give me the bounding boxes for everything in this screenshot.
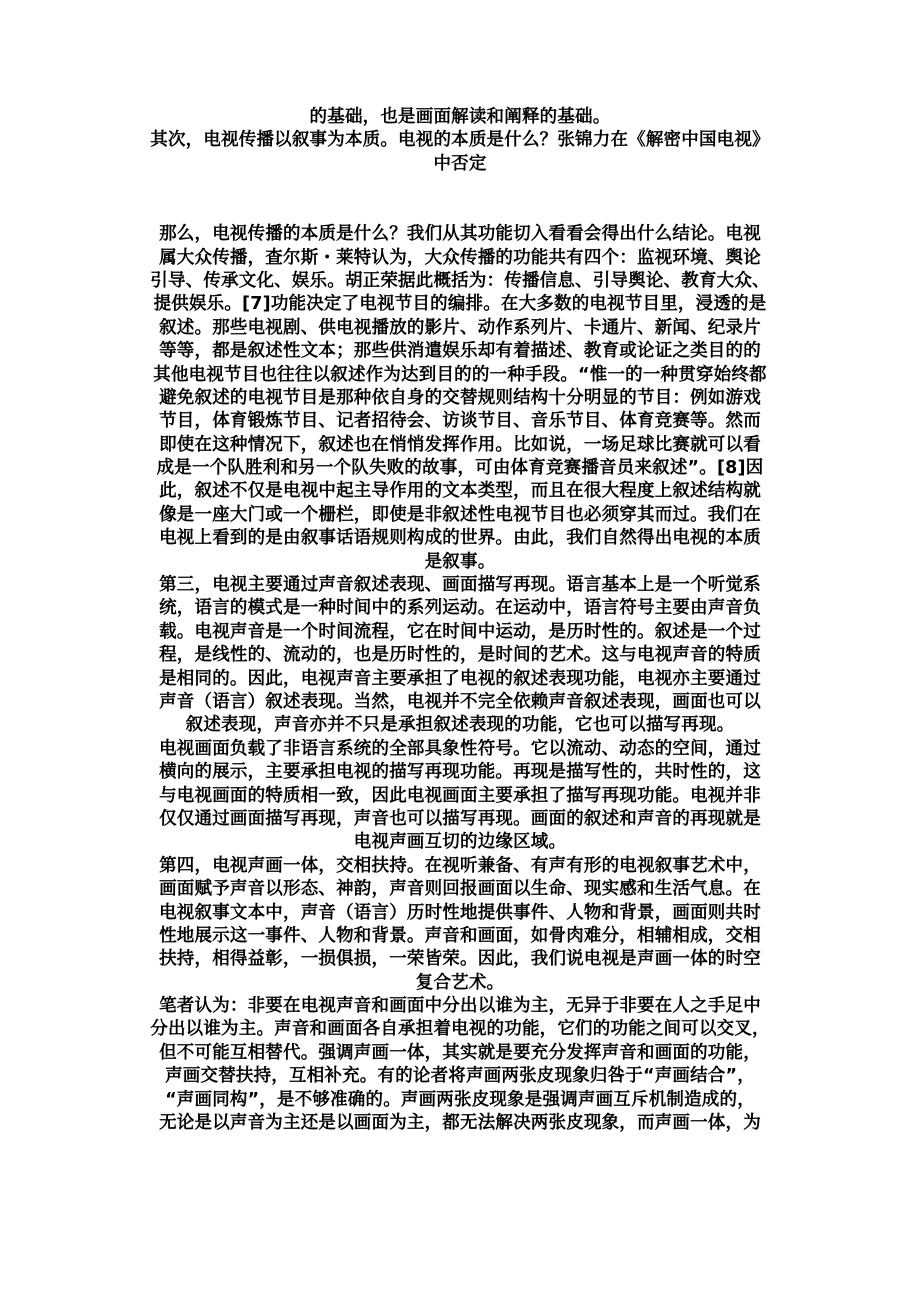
paragraph-tv-image [138, 738, 782, 855]
text-line: 画面赋予声音以形态、神韵，声音则回报画面以生命、现实感和生活气息。在 [159, 879, 761, 900]
text-line: 节目，体育锻炼节目、记者招待会、访谈节目、音乐节目、体育竞赛等。然而 [159, 411, 761, 432]
text-line: “声画同构”，是不够准确的。声画两张皮现象是强调声画互斥机制造成的， [165, 1089, 755, 1110]
text-line: 第四，电视声画一体，交相扶持。在视听兼备、有声有形的电视叙事艺术中， [159, 855, 761, 876]
paragraph-fourth-point [138, 855, 782, 995]
text-line: 那么，电视传播的本质是什么？我们从其功能切入看看会得出什么结论。电视 [159, 224, 761, 245]
text-line: 仅仅通过画面描写再现，声音也可以描写再现。画面的叙述和声音的再现就是 [159, 808, 761, 829]
text-line: 避免叙述的电视节目是那种依自身的交替规则结构十分明显的节目：例如游戏 [159, 387, 761, 408]
text-line: 像是一座大门或一个栅栏，即使是非叙述性电视节目也必须穿其而过。我们在 [159, 504, 761, 525]
text-line: 统，语言的模式是一种时间中的系列运动。在运动中，语言符号主要由声音负 [159, 598, 761, 619]
text-line: 叙述。那些电视剧、供电视播放的影片、动作系列片、卡通片、新闻、纪录片 [159, 317, 761, 338]
text-line: 电视声画互切的边缘区域。 [353, 832, 567, 853]
text-line: 等等，都是叙述性文本；那些供消遣娱乐却有着描述、教育或论证之类目的的 [159, 341, 761, 362]
text-line: 叙述表现，声音亦并不只是承担叙述表现的功能，它也可以描写再现。 [185, 715, 735, 736]
text-line: 载。电视声音是一个时间流程，它在时间中运动，是历时性的。叙述是一个过 [159, 621, 761, 642]
text-line: 此，叙述不仅是电视中起主导作用的文本类型，而且在很大程度上叙述结构就 [159, 481, 761, 502]
text-line: 复合艺术。 [415, 972, 505, 993]
text-line: 与电视画面的特质相一致，因此电视画面主要承担了描写再现功能。电视并非 [159, 785, 761, 806]
text-line: 电视上看到的是由叙事话语规则构成的世界。由此，我们自然得出电视的本质 [159, 528, 761, 549]
paragraph-nature-of-tv [138, 223, 782, 574]
text-line: 提供娱乐。[7]功能决定了电视节目的编排。在大多数的电视节目里，浸透的是 [153, 294, 767, 315]
text-line: 引导、传承文化、娱乐。胡正荣据此概括为：传播信息、引导舆论、教育大众、 [150, 270, 770, 291]
document-page [138, 106, 782, 1135]
intro-block [138, 106, 782, 176]
blank-gap [138, 176, 782, 223]
text-line: 横向的展示，主要承担电视的描写再现功能。再现是描写性的，共时性的，这 [159, 762, 761, 783]
text-line: 声画交替扶持，互相补充。有的论者将声画两张皮现象归咎于“声画结合”， [165, 1066, 755, 1087]
text-line: 属大众传播，查尔斯・莱特认为，大众传播的功能共有四个：监视环境、舆论 [159, 247, 761, 268]
text-line: 中否定 [433, 153, 487, 174]
paragraph-third-point [138, 574, 782, 738]
text-line: 是相同的。因此，电视声音主要承担了电视的叙述表现功能，电视亦主要通过 [159, 668, 761, 689]
text-line: 是叙事。 [424, 551, 496, 572]
text-line: 的基础，也是画面解读和阐释的基础。 [309, 107, 611, 127]
text-line: 电视画面负载了非语言系统的全部具象性符号。它以流动、动态的空间，通过 [159, 738, 761, 759]
text-line: 性地展示这一事件、人物和背景。声音和画面，如骨肉难分，相辅相成，交相 [159, 925, 761, 946]
text-line: 程，是线性的、流动的，也是历时性的，是时间的艺术。这与电视声音的特质 [159, 645, 761, 666]
text-line: 电视叙事文本中，声音（语言）历时性地提供事件、人物和背景，画面则共时 [159, 902, 761, 923]
text-line: 扶持，相得益彰，一损俱损，一荣皆荣。因此，我们说电视是声画一体的时空 [159, 949, 761, 970]
text-line: 成是一个队胜利和另一个队失败的故事，可由体育竞赛播音员来叙述”。[8]因 [156, 458, 764, 479]
text-line: 即使在这种情况下，叙述也在悄悄发挥作用。比如说，一场足球比赛就可以看 [159, 434, 761, 455]
text-line: 第三，电视主要通过声音叙述表现、画面描写再现。语言基本上是一个听觉系 [159, 575, 761, 596]
text-line: 其他电视节目也往往以叙述作为达到目的的一种手段。“惟一的一种贯穿始终都 [153, 364, 767, 385]
text-line: 无论是以声音为主还是以画面为主，都无法解决两张皮现象，而声画一体，为 [159, 1113, 761, 1134]
paragraph-author-view [138, 995, 782, 1135]
text-line: 笔者认为：非要在电视声音和画面中分出以谁为主，无异于非要在人之手足中 [159, 996, 761, 1017]
text-line: 其次，电视传播以叙事为本质。电视的本质是什么？张锦力在《解密中国电视》 [150, 130, 770, 151]
text-line: 声音（语言）叙述表现。当然，电视并不完全依赖声音叙述表现，画面也可以 [159, 691, 761, 712]
text-line: 但不可能互相替代。强调声画一体，其实就是要充分发挥声音和画面的功能， [159, 1042, 761, 1063]
text-line: 分出以谁为主。声音和画面各自承担着电视的功能，它们的功能之间可以交叉， [150, 1019, 770, 1040]
